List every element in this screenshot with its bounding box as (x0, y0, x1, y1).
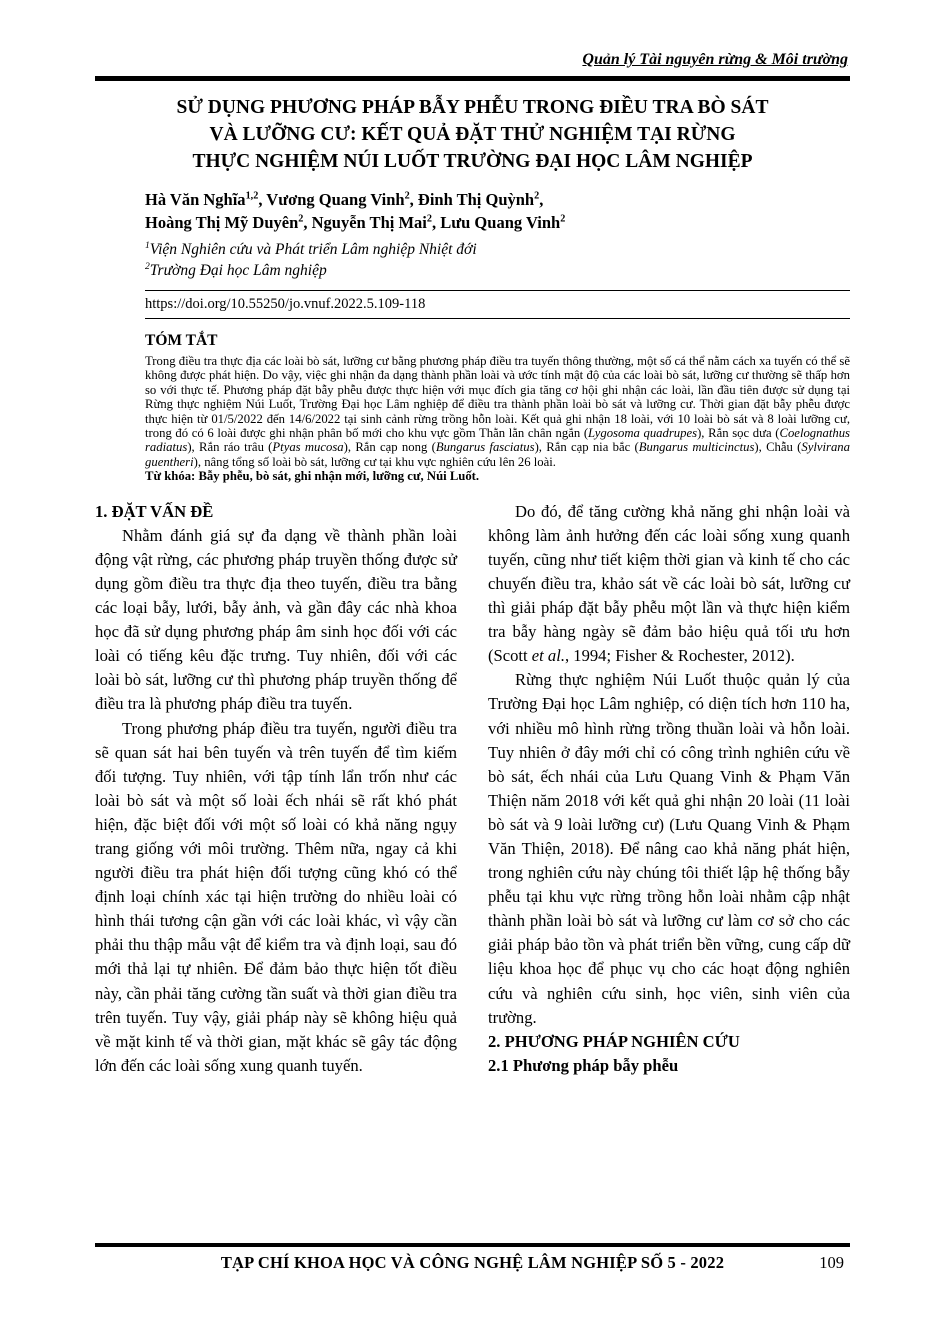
doi-link[interactable]: https://doi.org/10.55250/jo.vnuf.2022.5.109-118 (145, 296, 426, 312)
abstract-text: Trong điều tra thực địa các loài bò sát, lưỡng cư bằng phương pháp điều tra tuyến thông thường, một số cá thể nằm cách xa tuyến có thể sẽ không được phát hiện. Do vậy, việc ghi nhận đa dạng thành phần loài và ước tính mật độ của các loài bò sát, lưỡng cư thường sẽ thấp hơn so với thực tế. Phương pháp đặt bẫy phễu được thực hiện với mục đích gia tăng cơ hội ghi nhận các loài, lần đầu tiên được sử dụng tại Rừng thực nghiệm Núi Luốt, Trường Đại học Lâm nghiệp để điều tra thành phần loài bò sát và lưỡng cư. Thời gian đặt bẫy phễu được thực hiện từ 01/5/2022 đến 14/6/2022 tại sinh cảnh rừng trồng hỗn loài. Kết quả ghi nhận 18 loài, với 10 loài bò sát và 8 loài lưỡng cư, trong đó có 6 loài được ghi nhận phân bố mới cho khu vực gồm Thằn lằn chân ngắn (Lygosoma quadrupes), Rắn sọc dưa (Coelognathus radiatus), Rắn ráo trâu (Ptyas mucosa), Rắn cạp nong (Bungarus fasciatus), Rắn cạp nia bắc (Bungarus multicinctus), Chẫu (Sylvirana guentheri), nâng tổng số loài bò sát, lưỡng cư tại khu vực nghiên cứu lên 26 loài. (145, 354, 850, 469)
page-footer (95, 1243, 850, 1273)
keywords-line: Từ khóa: Bẫy phễu, bò sát, ghi nhận mới, lưỡng cư, Núi Luốt. (145, 469, 480, 484)
section-1-heading: 1. ĐẶT VẤN ĐỀ (95, 501, 214, 521)
left-column-paragraph-2: Trong phương pháp điều tra tuyến, người điều tra sẽ quan sát hai bên tuyến và trên tuyến để tìm kiếm đối tượng. Tuy nhiên, với tập tính lẩn trốn như các loài bò sát và một số loài ếch nhái sẽ rất khó phát hiện, đặc biệt đối với một số loài có khả năng ngụy trang giống với môi trường. Thêm nữa, ngay cả khi người điều tra phát hiện đối tượng cũng khó có thể định loại chính xác tại hiện trường do nhiều loài có hình thái tương cận gần với các loài khác, vì vậy cần phải thu thập mẫu vật để kiểm tra và định loại, sau đó mới thả lại tự nhiên. Để đảm bảo thực hiện tốt điều này, cần phải tăng cường tần suất và thời gian điều tra trên tuyến. Tuy vậy, giải pháp này sẽ không hiệu quả về mặt kinh tế và thời gian, mặt khác sẽ gây tác động lớn đến các loài sống xung quanh tuyến. (95, 718, 457, 1075)
article-title-line-2: VÀ LƯỠNG CƯ: KẾT QUẢ ĐẶT THỬ NGHIỆM TẠI RỪNG (209, 124, 736, 145)
column-right (488, 500, 850, 1078)
article-title-line-3: THỰC NGHIỆM NÚI LUỐT TRƯỜNG ĐẠI HỌC LÂM NGHIỆP (192, 151, 753, 172)
doi-block (145, 290, 850, 319)
section-2-heading: 2. PHƯƠNG PHÁP NGHIÊN CỨU (488, 1031, 740, 1051)
column-left (95, 500, 457, 1078)
right-column-paragraph-2: Rừng thực nghiệm Núi Luốt thuộc quản lý của Trường Đại học Lâm nghiệp, có diện tích hơn 110 ha, với nhiều mô hình rừng trồng thuần loài và hỗn loài. Tuy nhiên ở đây mới chỉ có công trình nghiên cứu về bò sát, ếch nhái của Lưu Quang Vinh & Phạm Văn Thiện năm 2018 với kết quả ghi nhận 20 loài (11 loài bò sát và 9 loài lưỡng cư) (Lưu Quang Vinh & Phạm Văn Thiện, 2018). Để nâng cao khả năng phát hiện, trong nghiên cứu này chúng tôi thiết lập hệ thống bẫy phễu tại khu vực rừng trồng hỗn loài nhằm cập nhật thành phần loài bò sát và lưỡng cư làm cơ sở cho các giải pháp bảo tồn và phát triển bền vững, cung cấp dữ liệu khoa học để phục vụ cho các hoạt động nghiên cứu và nghiên cứu sinh, học viên, sinh viên của trường. (488, 670, 850, 1027)
section-2-1-heading: 2.1 Phương pháp bẫy phễu (488, 1055, 679, 1075)
header-rule-divider (95, 76, 850, 81)
right-column-paragraph-1: Do đó, để tăng cường khả năng ghi nhận loài và không làm ảnh hưởng đến các loài sống xung quanh tuyến, cũng như tiết kiệm thời gian và kinh tế cho các chuyến điều tra, khảo sát về các loài bò sát, lưỡng cư thì giải pháp đặt bẫy phễu một lần và thực hiện kiểm tra bẫy hàng ngày sẽ đảm bảo hiệu quả tối ưu hơn (Scott et al., 1994; Fisher & Rochester, 2012). (488, 501, 850, 666)
abstract-heading: TÓM TẮT (145, 332, 218, 349)
footer-page-number: 109 (819, 1253, 844, 1272)
footer-row (95, 1253, 850, 1273)
affiliation-2: $^2$Trường Đại học Lâm nghiệp (145, 260, 327, 279)
author-list (145, 188, 850, 234)
article-body (95, 500, 850, 1078)
affiliation-1: $^1$Viện Nghiên cứu và Phát triển Lâm nghiệp Nhiệt đới (145, 239, 477, 258)
author-line-2: Hoàng Thị Mỹ Duyên$^2$, Nguyễn Thị Mai$^2$, Lưu Quang Vinh$^2$ (145, 213, 566, 232)
left-column-paragraph-1: Nhằm đánh giá sự đa dạng về thành phần loài động vật rừng, các phương pháp truyền thống được sử dụng gồm điều tra thực địa theo tuyến, điều tra bằng các loại bẫy, lưới, bẫy ảnh, và gần đây các nhà khoa học đã sử dụng phương pháp âm sinh học đối với các loài có tiếng kêu đặc trưng. Tuy nhiên, đối với các loài bò sát, lưỡng cư thì phương pháp truyền thống để điều tra là phương pháp điều tra tuyến. (95, 525, 457, 714)
author-line-1: Hà Văn Nghĩa$^{1,2}$, Vương Quang Vinh$^2$, Đinh Thị Quỳnh$^2$, (145, 190, 544, 209)
affiliation-list (145, 239, 850, 281)
article-title-line-1: SỬ DỤNG PHƯƠNG PHÁP BẪY PHỄU TRONG ĐIỀU TRA BÒ SÁT (176, 97, 769, 118)
footer-journal-line: TẠP CHÍ KHOA HỌC VÀ CÔNG NGHỆ LÂM NGHIỆP SỐ 5 - 2022 (220, 1253, 725, 1272)
article-title (95, 94, 850, 175)
running-head: Quản lý Tài nguyên rừng & Môi trường (582, 51, 848, 68)
footer-rule-divider (95, 1243, 850, 1247)
